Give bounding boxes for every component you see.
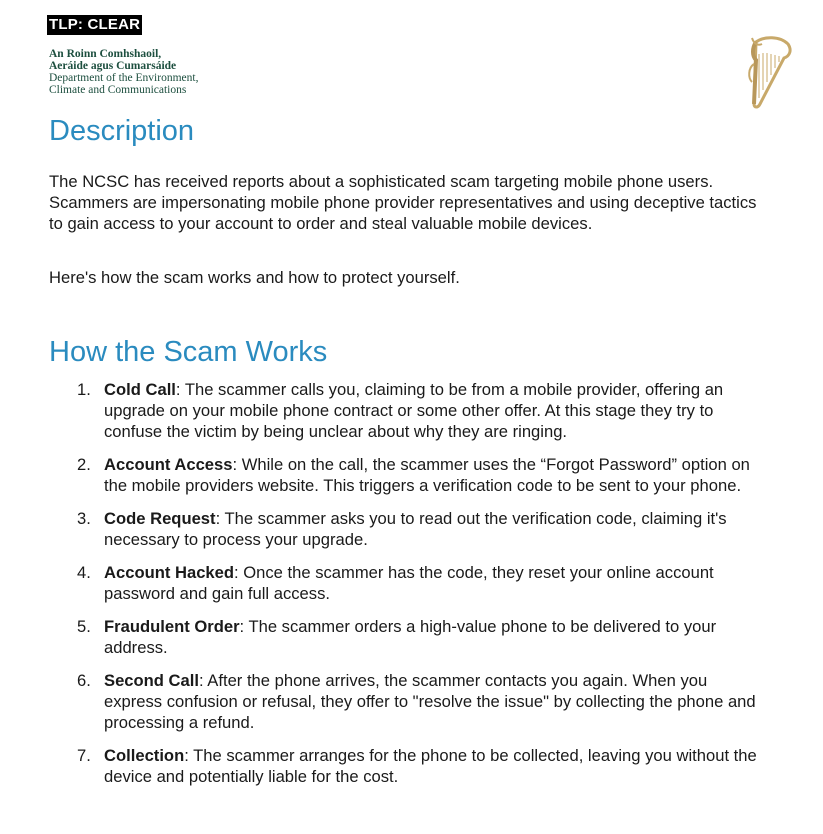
how-scam-works-heading: How the Scam Works (49, 336, 328, 368)
step-term: Cold Call (104, 380, 176, 399)
step-term: Account Hacked (104, 563, 235, 582)
step-number: 4. (77, 563, 91, 582)
description-heading: Description (49, 115, 195, 147)
step-term: Collection (104, 746, 185, 765)
dept-irish-line2: Aeráide agus Cumarsáide (49, 60, 177, 72)
list-item (49, 508, 769, 550)
step-number: 3. (77, 509, 91, 528)
department-logo-text (49, 48, 198, 96)
description-paragraph: The NCSC has received reports about a sophisticated scam targeting mobile phone users. Scammers are impersonating mobile phone provider representatives and using deceptive tactics to gain access to your account to order and steal valuable mobile devices. (49, 172, 757, 233)
step-number: 7. (77, 746, 91, 765)
step-text: : The scammer orders a high-value phone to be delivered to your address. (104, 617, 717, 657)
step-term: Fraudulent Order (104, 617, 240, 636)
step-text: : The scammer arranges for the phone to be collected, leaving you without the device and potentially liable for the cost. (104, 746, 757, 786)
step-number: 6. (77, 671, 91, 690)
step-term: Account Access (104, 455, 233, 474)
list-item (49, 745, 769, 787)
step-text: : After the phone arrives, the scammer contacts you again. When you express confusion or refusal, they offer to "resolve the issue" by collecting the phone and processing a refund. (104, 671, 756, 732)
step-number: 1. (77, 380, 91, 399)
description-intro-line: Here's how the scam works and how to protect yourself. (49, 268, 460, 287)
list-item (49, 670, 769, 733)
list-item (49, 454, 769, 496)
harp-icon (744, 34, 794, 110)
step-number: 5. (77, 617, 91, 636)
dept-english-line2: Climate and Communications (49, 84, 187, 96)
dept-irish-line1: An Roinn Comhshaoil, (49, 48, 162, 60)
dept-english-line1: Department of the Environment, (49, 72, 199, 84)
step-text: : Once the scammer has the code, they reset your online account password and gain full access. (104, 563, 714, 603)
list-item (49, 379, 769, 442)
step-term: Code Request (104, 509, 216, 528)
step-term: Second Call (104, 671, 199, 690)
tlp-label: TLP: CLEAR (49, 16, 141, 33)
step-number: 2. (77, 455, 91, 474)
step-text: : While on the call, the scammer uses the “Forgot Password” option on the mobile providers website. This triggers a verification code to be sent to your phone. (104, 455, 750, 495)
list-item (49, 562, 769, 604)
step-text: : The scammer asks you to read out the verification code, claiming it's necessary to process your upgrade. (104, 509, 727, 549)
list-item (49, 616, 769, 658)
scam-steps-list (49, 379, 769, 799)
step-text: : The scammer calls you, claiming to be from a mobile provider, offering an upgrade on your mobile phone contract or some other offer. At this stage they try to confuse the victim by being unclear about why they are ringing. (104, 380, 724, 441)
